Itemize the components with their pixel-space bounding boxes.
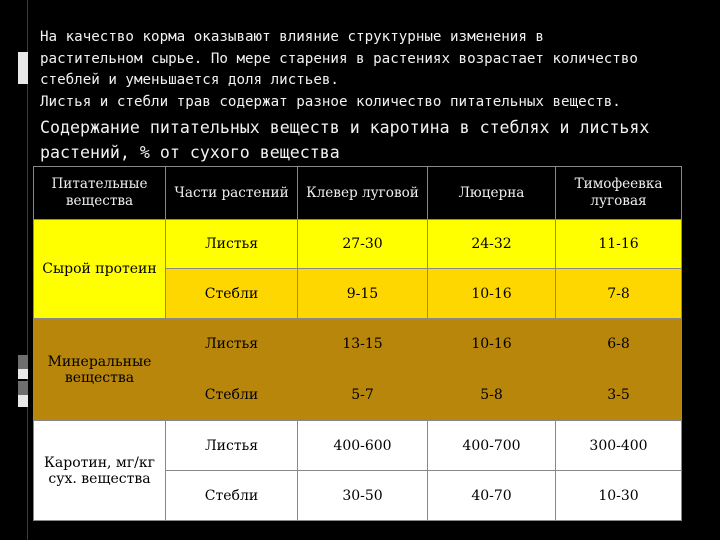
value-cell: 10-16 — [428, 319, 556, 370]
decorative-bar — [18, 369, 28, 379]
decorative-bar — [18, 381, 28, 395]
intro-text — [40, 27, 710, 113]
intro-line: растительном сырье. По мере старения в растениях возрастает количество — [40, 50, 638, 67]
column-header: Клевер луговой — [298, 167, 428, 220]
value-cell: 3-5 — [556, 370, 682, 421]
decorative-bar — [18, 52, 28, 84]
decorative-bar — [18, 395, 28, 407]
value-cell: 9-15 — [298, 269, 428, 319]
decorative-bar — [18, 355, 28, 369]
value-cell: 11-16 — [556, 220, 682, 269]
plant-part-cell: Стебли — [166, 471, 298, 521]
row-group-label: Минеральные вещества — [34, 319, 166, 421]
column-header: Тимофеевка луговая — [556, 167, 682, 220]
table-row — [34, 220, 682, 269]
table-row — [34, 319, 682, 370]
table-title: Содержание питательных веществ и каротина в стеблях и листьях растений, % от сухого вещества — [40, 118, 650, 162]
column-header: Части растений — [166, 167, 298, 220]
intro-line: стеблей и уменьшается доля листьев. — [40, 72, 339, 88]
value-cell: 300-400 — [556, 421, 682, 471]
intro-line: На качество корма оказывают влияние структурные изменения в — [40, 29, 544, 45]
intro-line: Листья и стебли трав содержат разное количество питательных веществ. — [40, 93, 621, 110]
value-cell: 30-50 — [298, 471, 428, 521]
plant-part-cell: Листья — [166, 421, 298, 471]
value-cell: 10-16 — [428, 269, 556, 319]
table-header-row — [34, 167, 682, 220]
value-cell: 5-8 — [428, 370, 556, 421]
column-header: Люцерна — [428, 167, 556, 220]
plant-part-cell: Стебли — [166, 269, 298, 319]
value-cell: 6-8 — [556, 319, 682, 370]
row-group-label: Каротин, мг/кг сух. вещества — [34, 421, 166, 521]
row-group-label: Сырой протеин — [34, 220, 166, 319]
table-row — [34, 421, 682, 471]
value-cell: 400-700 — [428, 421, 556, 471]
plant-part-cell: Листья — [166, 319, 298, 370]
value-cell: 13-15 — [298, 319, 428, 370]
value-cell: 10-30 — [556, 471, 682, 521]
column-header: Питательные вещества — [34, 167, 166, 220]
value-cell: 24-32 — [428, 220, 556, 269]
plant-part-cell: Листья — [166, 220, 298, 269]
value-cell: 40-70 — [428, 471, 556, 521]
plant-part-cell: Стебли — [166, 370, 298, 421]
nutrient-table — [33, 166, 682, 521]
value-cell: 5-7 — [298, 370, 428, 421]
value-cell: 7-8 — [556, 269, 682, 319]
value-cell: 27-30 — [298, 220, 428, 269]
value-cell: 400-600 — [298, 421, 428, 471]
